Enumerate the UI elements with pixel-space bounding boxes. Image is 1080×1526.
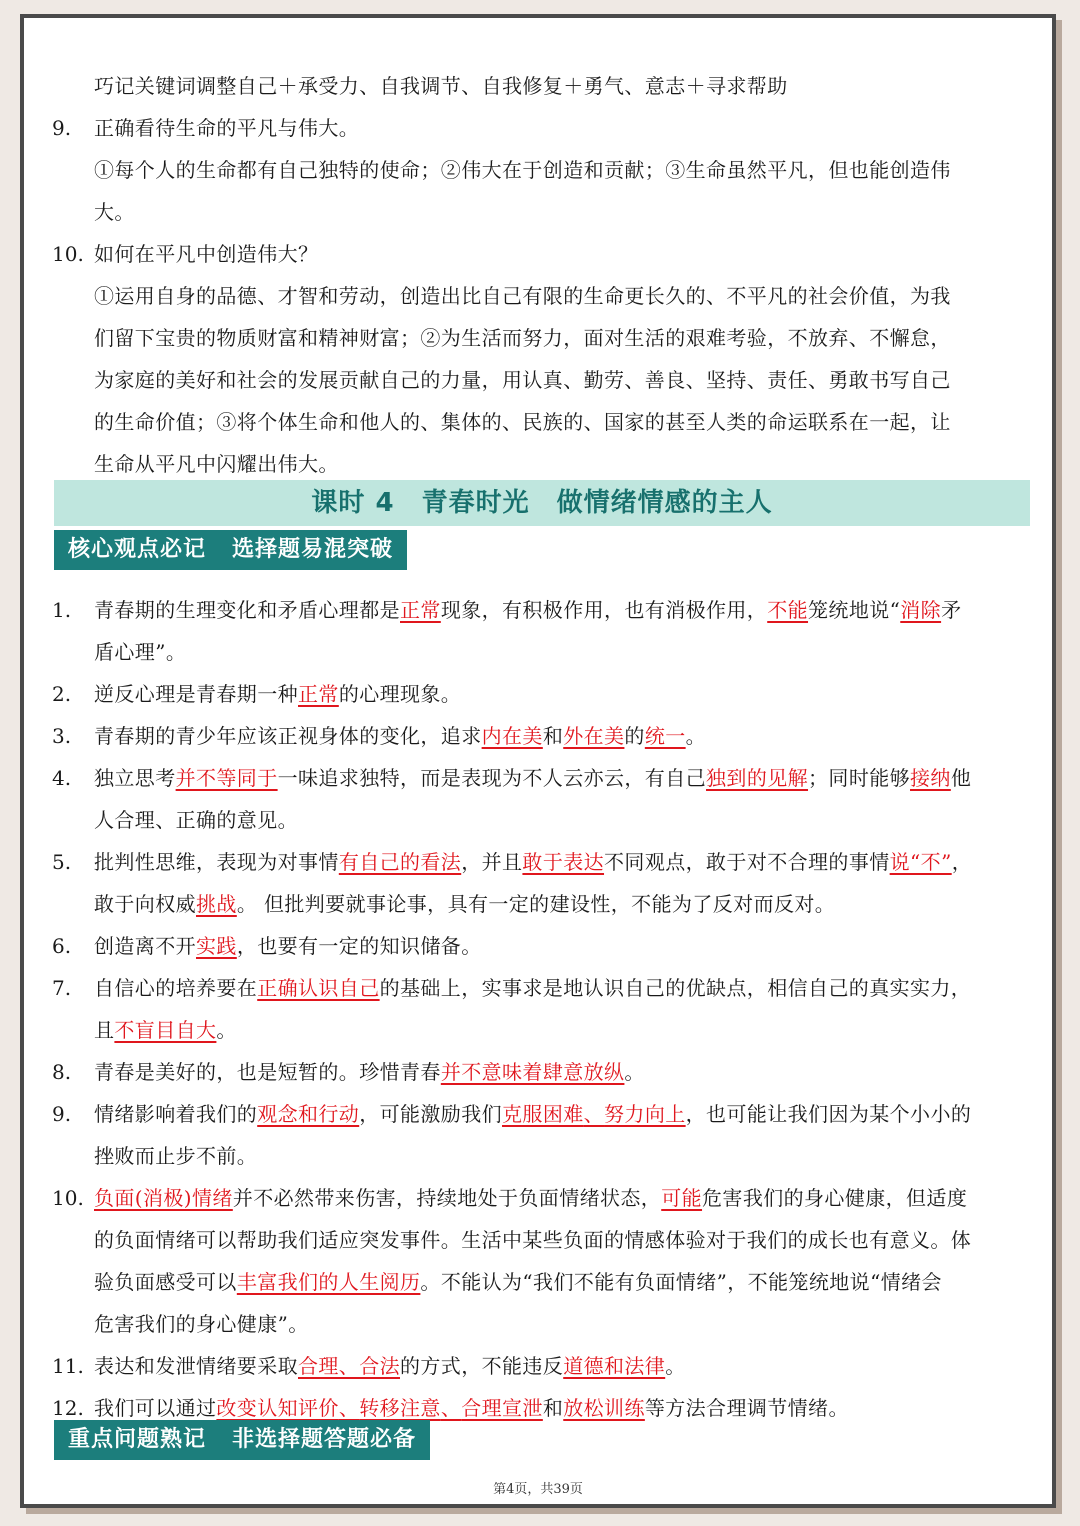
answer-10-line: ①运用自身的品德、才智和劳动，创造出比自己有限的生命更长久的、不平凡的社会价值，为我 bbox=[94, 284, 951, 308]
list-item-4-cont: 人合理、正确的意见。 bbox=[94, 808, 298, 832]
item-number: 10. bbox=[52, 242, 84, 266]
tag-label: 重点问题熟记 bbox=[68, 1427, 207, 1452]
list-item-6: 创造离不开实践，也要有一定的知识储备。 bbox=[94, 934, 482, 958]
keyword: 内在美 bbox=[481, 724, 543, 748]
keyword: 观念和行动 bbox=[257, 1102, 360, 1126]
keyword: 道德和法律 bbox=[563, 1354, 666, 1378]
keyword: 敢于表达 bbox=[522, 850, 605, 874]
answer-10-line: 为家庭的美好和社会的发展贡献自己的力量，用认真、勤劳、善良、坚持、责任、勇敢书写自己 bbox=[94, 368, 951, 392]
list-item-10: 负面(消极)情绪并不必然带来伤害，持续地处于负面情绪状态，可能危害我们的身心健康，但适度 bbox=[94, 1186, 968, 1210]
lesson-banner bbox=[54, 480, 1030, 526]
lesson-title: 课时 4 青春时光 做情绪情感的主人 bbox=[311, 488, 773, 518]
list-item-5: 批判性思维，表现为对事情有自己的看法，并且敢于表达不同观点，敢于对不合理的事情说“不”， bbox=[94, 850, 973, 874]
keyword: 合理、合法 bbox=[298, 1354, 400, 1378]
answer-10-line: 生命从平凡中闪耀出伟大。 bbox=[94, 452, 339, 476]
keyword: 不盲目自大 bbox=[114, 1018, 217, 1042]
answer-10-line: 的生命价值；③将个体生命和他人的、集体的、民族的、国家的甚至人类的命运联系在一起，让 bbox=[94, 410, 951, 434]
mnemonic-line: 巧记关键词调整自己＋承受力、自我调节、自我修复＋勇气、意志＋寻求帮助 bbox=[94, 74, 788, 98]
keyword: 不能 bbox=[767, 598, 809, 622]
tag-label: 选择题易混突破 bbox=[232, 537, 394, 562]
keyword: 正常 bbox=[298, 682, 339, 706]
keyword: 改变认知评价 bbox=[216, 1396, 339, 1420]
list-item-7-cont: 且不盲目自大。 bbox=[94, 1018, 237, 1042]
item-number: 6. bbox=[52, 934, 72, 958]
tag-label: 核心观点必记 bbox=[68, 537, 207, 562]
list-item-9-cont: 挫败而止步不前。 bbox=[94, 1144, 258, 1168]
question-10: 如何在平凡中创造伟大？ bbox=[94, 242, 319, 266]
list-item-2: 逆反心理是青春期一种正常的心理现象。 bbox=[94, 682, 462, 706]
answer-9-line: 大。 bbox=[94, 200, 135, 224]
keyword: 外在美 bbox=[563, 724, 625, 748]
question-9: 正确看待生命的平凡与伟大。 bbox=[94, 116, 360, 140]
keyword: 统一 bbox=[644, 724, 686, 748]
tag-label: 非选择题答题必备 bbox=[232, 1427, 417, 1452]
list-item-5-cont: 敢于向权威挑战。 但批判要就事论事，具有一定的建设性，不能为了反对而反对。 bbox=[94, 892, 836, 916]
keyword: 正常 bbox=[400, 598, 441, 622]
document-page bbox=[20, 14, 1056, 1508]
answer-9-line: ①每个人的生命都有自己独特的使命；②伟大在于创造和贡献；③生命虽然平凡，但也能创造伟 bbox=[94, 158, 951, 182]
keyword: 消除 bbox=[900, 598, 942, 622]
keyword: 负面(消极)情绪 bbox=[94, 1186, 233, 1210]
item-number: 5. bbox=[52, 850, 72, 874]
item-number: 9. bbox=[52, 116, 72, 140]
list-item-10-cont: 的负面情绪可以帮助我们适应突发事件。生活中某些负面的情感体验对于我们的成长也有意义。体 bbox=[94, 1228, 972, 1252]
keyword: 克服困难 bbox=[502, 1102, 584, 1126]
list-item-9: 情绪影响着我们的观念和行动，可能激励我们克服困难、努力向上，也可能让我们因为某个小小的 bbox=[94, 1102, 972, 1126]
list-item-7: 自信心的培养要在正确认识自己的基础上，实事求是地认识自己的优缺点，相信自己的真实实力， bbox=[94, 976, 972, 1000]
list-item-4: 独立思考并不等同于一味追求独特，而是表现为不人云亦云，有自己独到的见解；同时能够接纳他 bbox=[94, 766, 972, 790]
keyword: 放松训练 bbox=[563, 1396, 645, 1420]
keyword: 转移注意 bbox=[359, 1396, 441, 1420]
keyword: 接纳 bbox=[910, 766, 951, 790]
item-number: 4. bbox=[52, 766, 72, 790]
keyword: 并不等同于 bbox=[175, 766, 278, 790]
item-number: 11. bbox=[52, 1354, 84, 1378]
item-number: 8. bbox=[52, 1060, 72, 1084]
item-number: 2. bbox=[52, 682, 72, 706]
keyword: 有自己的看法 bbox=[338, 850, 462, 874]
list-item-1-cont: 盾心理”。 bbox=[94, 640, 187, 664]
item-number: 3. bbox=[52, 724, 72, 748]
keyword: 实践 bbox=[196, 934, 237, 958]
keyword: 说“不” bbox=[889, 850, 952, 874]
item-number: 10. bbox=[52, 1186, 84, 1210]
keyword: 努力向上 bbox=[604, 1102, 686, 1126]
item-number: 12. bbox=[52, 1396, 84, 1420]
keyword: 独到的见解 bbox=[706, 766, 809, 790]
list-item-10-cont: 验负面感受可以丰富我们的人生阅历。不能认为“我们不能有负面情绪”，不能笼统地说“情绪会 bbox=[94, 1270, 942, 1294]
keyword: 正确认识自己 bbox=[257, 976, 380, 1000]
section-tag-core-points bbox=[54, 530, 407, 570]
keyword: 可能 bbox=[661, 1186, 703, 1210]
list-item-11: 表达和发泄情绪要采取合理、合法的方式，不能违反道德和法律。 bbox=[94, 1354, 686, 1378]
list-item-1: 青春期的生理变化和矛盾心理都是正常现象，有积极作用，也有消极作用，不能笼统地说“消除矛 bbox=[94, 598, 962, 622]
keyword: 合理宣泄 bbox=[461, 1396, 543, 1420]
item-number: 1. bbox=[52, 598, 72, 622]
list-item-12: 我们可以通过改变认知评价、转移注意、合理宣泄和放松训练等方法合理调节情绪。 bbox=[94, 1396, 849, 1420]
item-number: 7. bbox=[52, 976, 72, 1000]
page-number: 第4页，共39页 bbox=[493, 1482, 583, 1497]
list-item-8: 青春是美好的，也是短暂的。珍惜青春并不意味着肆意放纵。 bbox=[94, 1060, 645, 1084]
keyword: 挑战 bbox=[196, 892, 237, 916]
answer-10-line: 们留下宝贵的物质财富和精神财富；②为生活而努力，面对生活的艰难考验，不放弃、不懈怠， bbox=[94, 326, 951, 350]
list-item-10-cont: 危害我们的身心健康”。 bbox=[94, 1312, 309, 1336]
item-number: 9. bbox=[52, 1102, 72, 1126]
keyword: 并不意味着肆意放纵 bbox=[440, 1060, 625, 1084]
list-item-3: 青春期的青少年应该正视身体的变化，追求内在美和外在美的统一。 bbox=[94, 724, 707, 748]
keyword: 丰富我们的人生阅历 bbox=[236, 1270, 421, 1294]
section-tag-key-questions bbox=[54, 1420, 430, 1460]
